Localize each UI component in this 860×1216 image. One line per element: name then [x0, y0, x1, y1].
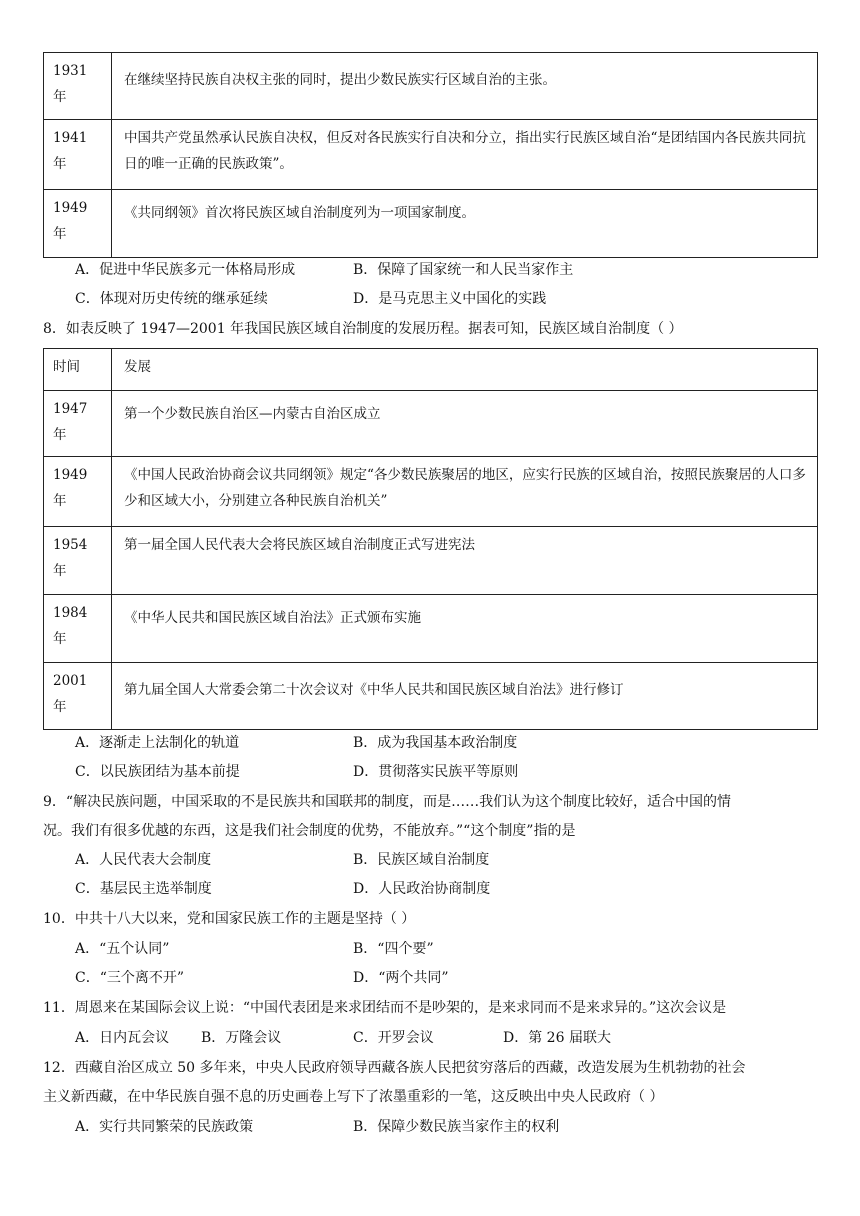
q8-option-b: B．成为我国基本政治制度	[353, 735, 518, 751]
year-cell: 1949 年	[44, 457, 112, 527]
year-cell: 1947 年	[44, 391, 112, 457]
q9-option-a: A．人民代表大会制度	[75, 852, 212, 868]
q7-option-a: A．促进中华民族多元一体格局形成	[75, 262, 296, 278]
q9-option-d: D．人民政治协商制度	[353, 881, 491, 897]
q11-option-a: A．日内瓦会议	[75, 1030, 170, 1046]
q7-option-c: C．体现对历史传统的继承延续	[75, 291, 268, 307]
q9-option-c: C．基层民主选举制度	[75, 881, 212, 897]
q8-option-a: A．逐渐走上法制化的轨道	[75, 735, 240, 751]
year-cell: 1949 年	[44, 190, 112, 258]
q9-stem-line1: 9．“解决民族问题，中国采取的不是民族共和国联邦的制度，而是……我们认为这个制度比较好，适合中国的情	[43, 794, 732, 810]
q11-option-b: B．万隆会议	[201, 1030, 282, 1046]
q12-stem-line1: 12．西藏自治区成立 50 多年来，中央人民政府领导西藏各族人民把贫穷落后的西藏，改造发展为生机勃勃的社会	[43, 1060, 746, 1076]
q10-option-d: D．“两个共同”	[353, 970, 449, 986]
q10-option-a: A．“五个认同”	[75, 941, 170, 957]
q11-option-d: D．第 26 届联大	[503, 1030, 611, 1046]
q12-option-b: B．保障少数民族当家作主的权利	[353, 1119, 560, 1135]
table-row	[44, 457, 818, 527]
q8-option-d: D．贯彻落实民族平等原则	[353, 764, 519, 780]
q12-option-a: A．实行共同繁荣的民族政策	[75, 1119, 254, 1135]
table-row	[44, 595, 818, 663]
content-cell: 中国共产党虽然承认民族自决权，但反对各民族实行自决和分立，指出实行民族区域自治“是团结国内各民族共同抗日的唯一正确的民族政策”。	[112, 120, 818, 190]
q9-stem-line2: 况。我们有很多优越的东西，这是我们社会制度的优势，不能放弃。”“这个制度”指的是	[43, 823, 576, 839]
header-time: 时间	[44, 349, 112, 391]
year-cell: 1984 年	[44, 595, 112, 663]
q10-stem: 10．中共十八大以来，党和国家民族工作的主题是坚持（ ）	[43, 911, 416, 927]
content-cell: 《中国人民政治协商会议共同纲领》规定“各少数民族聚居的地区，应实行民族的区域自治，按照民族聚居的人口多少和区域大小，分别建立各种民族自治机关”	[112, 457, 818, 527]
content-cell: 第一个少数民族自治区—内蒙古自治区成立	[112, 391, 818, 457]
q12-stem-line2: 主义新西藏，在中华民族自强不息的历史画卷上写下了浓墨重彩的一笔，这反映出中央人民政府（ ）	[43, 1089, 664, 1105]
q10-option-c: C．“三个离不开”	[75, 970, 185, 986]
q9-option-b: B．民族区域自治制度	[353, 852, 490, 868]
q10-option-b: B．“四个要”	[353, 941, 434, 957]
q8-option-c: C．以民族团结为基本前提	[75, 764, 240, 780]
q7-option-d: D．是马克思主义中国化的实践	[353, 291, 547, 307]
content-cell: 《共同纲领》首次将民族区域自治制度列为一项国家制度。	[112, 190, 818, 258]
table-header-row	[44, 349, 818, 391]
q7-option-b: B．保障了国家统一和人民当家作主	[353, 262, 574, 278]
q8-stem: 8．如表反映了 1947—2001 年我国民族区域自治制度的发展历程。据表可知，民族区域自治制度（ ）	[43, 321, 683, 337]
table-row	[44, 53, 818, 120]
year-cell: 2001 年	[44, 663, 112, 730]
year-cell: 1941 年	[44, 120, 112, 190]
content-cell: 在继续坚持民族自决权主张的同时，提出少数民族实行区域自治的主张。	[112, 53, 818, 120]
policy-history-table	[43, 52, 818, 258]
table-row	[44, 120, 818, 190]
table-row	[44, 190, 818, 258]
year-cell: 1954 年	[44, 527, 112, 595]
header-dev: 发展	[112, 349, 818, 391]
autonomy-development-table	[43, 348, 818, 730]
table-row	[44, 391, 818, 457]
table-row	[44, 527, 818, 595]
content-cell: 第一届全国人民代表大会将民族区域自治制度正式写进宪法	[112, 527, 818, 595]
content-cell: 第九届全国人大常委会第二十次会议对《中华人民共和国民族区域自治法》进行修订	[112, 663, 818, 730]
content-cell: 《中华人民共和国民族区域自治法》正式颁布实施	[112, 595, 818, 663]
year-cell: 1931 年	[44, 53, 112, 120]
table-row	[44, 663, 818, 730]
q11-option-c: C．开罗会议	[353, 1030, 434, 1046]
q11-stem: 11．周恩来在某国际会议上说：“中国代表团是来求团结而不是吵架的，是来求同而不是来求异的。”这次会议是	[43, 1000, 727, 1016]
